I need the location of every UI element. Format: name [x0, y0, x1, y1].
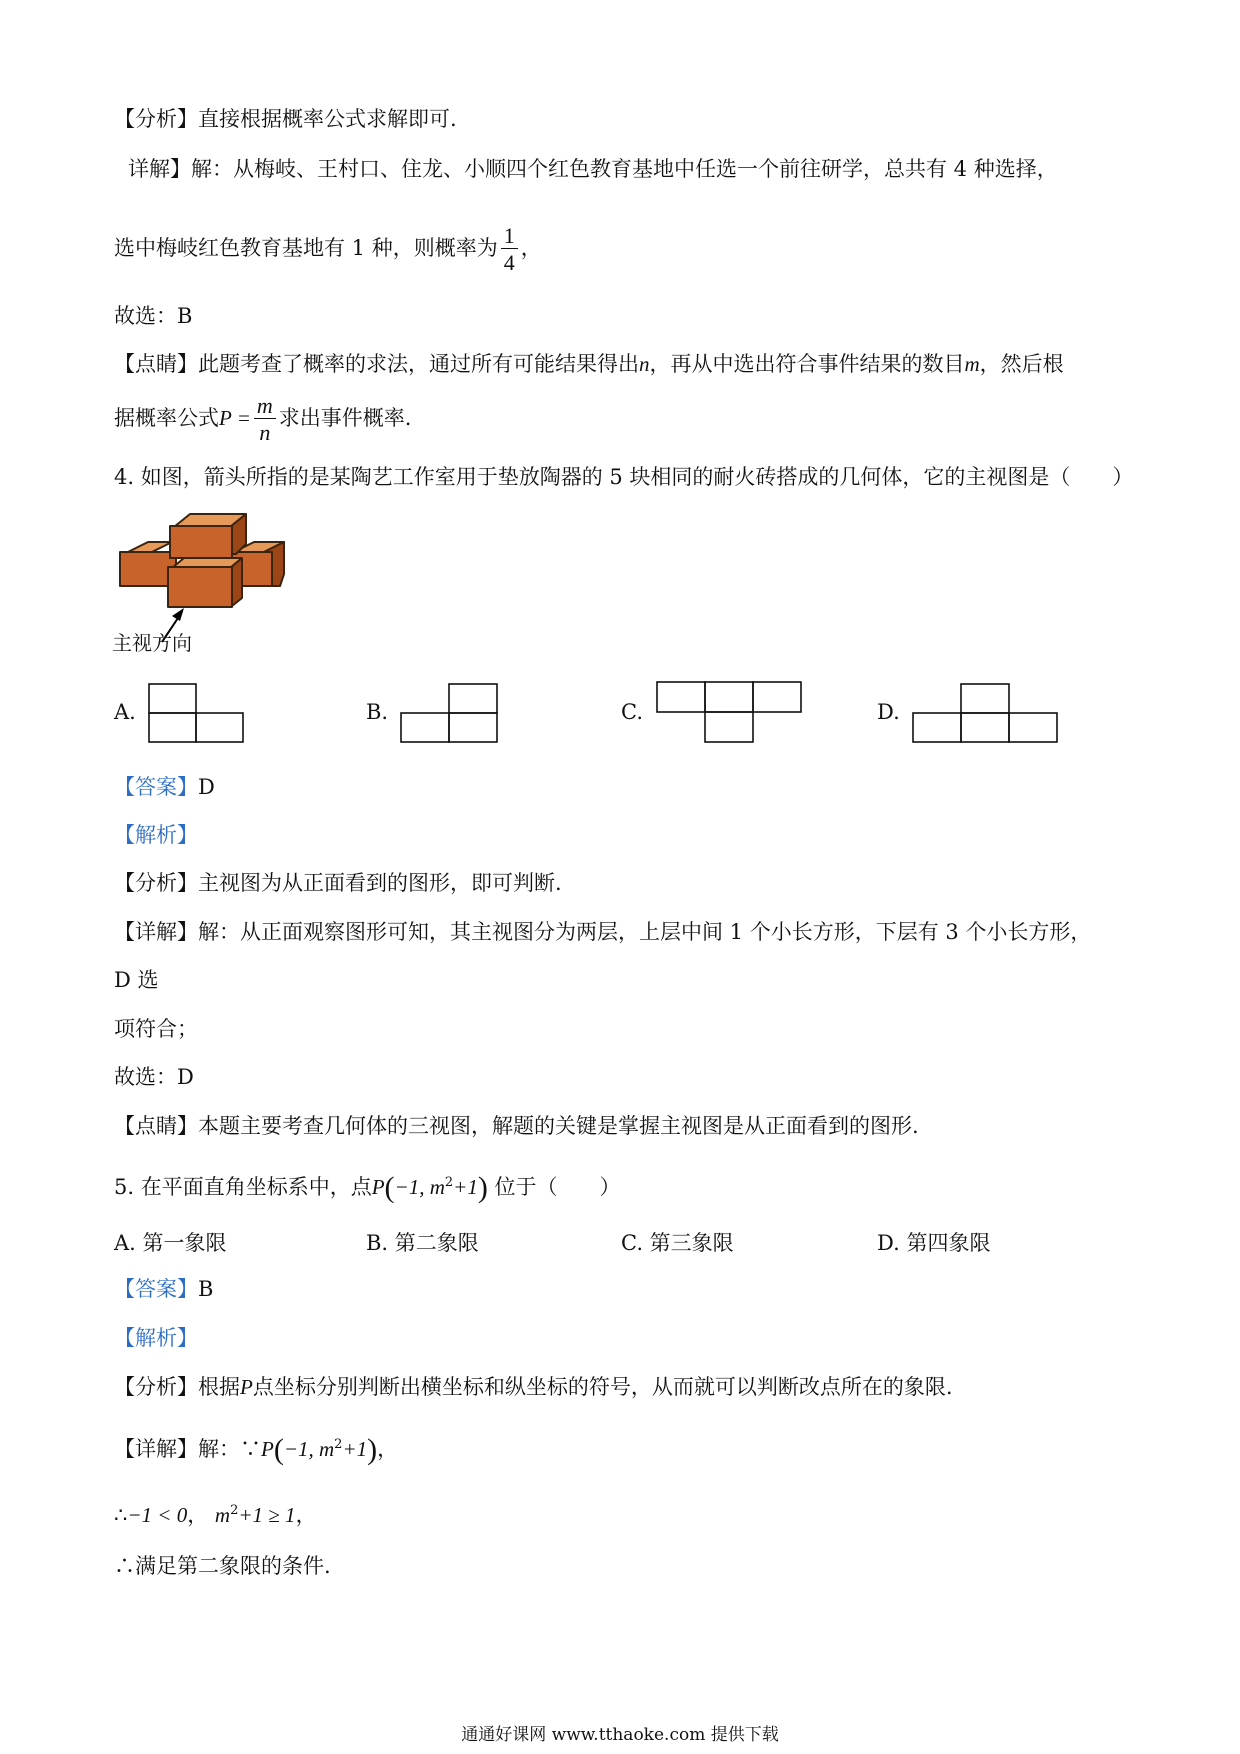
- q3-comment-line1: 【点睛】此题考查了概率的求法，通过所有可能结果得出n，再从中选出符合事件结果的数目m，然后根: [114, 352, 1064, 376]
- q4-detail-line2: D 选: [114, 968, 159, 992]
- q3-choice: 故选：B: [114, 304, 193, 328]
- q4-parse-tag: 【解析】: [114, 823, 198, 847]
- option-b-label: B.: [366, 700, 389, 724]
- q3-probability-fraction: $\frac{1}{4}$: [501, 224, 518, 275]
- q5-analysis: 【分析】根据P点坐标分别判断出横坐标和纵坐标的符号，从而就可以判断改点所在的象限.: [114, 1375, 953, 1399]
- q5-stem: 5. 在平面直角坐标系中，点P(−1, $m^2+1$) 位于（ ）: [114, 1171, 621, 1204]
- probability-formula: P =: [219, 406, 251, 430]
- q5-option-d: D. 第四象限: [877, 1231, 991, 1255]
- q5-conclusion: ∴满足第二象限的条件.: [114, 1554, 331, 1578]
- option-a-label: A.: [114, 700, 136, 724]
- q4-stem: 4. 如图，箭头所指的是某陶艺工作室用于垫放陶器的 5 块相同的耐火砖搭成的几何体，它的主视图是（ ）: [114, 465, 1134, 489]
- option-d-label: D.: [877, 700, 900, 724]
- option-a-figure: [148, 683, 248, 743]
- q5-answer: 【答案】B: [114, 1277, 214, 1301]
- q4-detail-line1: 【详解】解：从正面观察图形可知，其主视图分为两层，上层中间 1 个小长方形，下层有 3 个小长方形，: [114, 920, 1092, 944]
- q4-choice: 故选：D: [114, 1065, 194, 1089]
- q4-analysis: 【分析】主视图为从正面看到的图形，即可判断.: [114, 871, 562, 895]
- q5-parse-tag: 【解析】: [114, 1326, 198, 1350]
- option-c-label: C.: [621, 700, 643, 724]
- q5-option-c: C. 第三象限: [621, 1231, 734, 1255]
- q5-detail: 【详解】解：∵P(−1, $m^2+1$)，: [114, 1433, 399, 1466]
- q5-option-a: A. 第一象限: [114, 1231, 227, 1255]
- q3-detail-line2: 选中梅岐红色教育基地有 1 种，则概率为 $\frac{1}{4}$ ，: [114, 223, 542, 275]
- option-d-figure: [912, 683, 1062, 743]
- option-c-figure: [656, 681, 806, 743]
- q5-therefore-1: ∴−1 < 0， $m^2+1 \ge 1$，: [114, 1503, 317, 1527]
- page-footer: 通通好课网 www.tthaoke.com 提供下载: [461, 1725, 779, 1745]
- q4-answer: 【答案】D: [114, 775, 215, 799]
- option-b-figure: [400, 683, 500, 743]
- q4-comment: 【点睛】本题主要考查几何体的三视图，解题的关键是掌握主视图是从正面看到的图形.: [114, 1114, 919, 1138]
- q3-analysis: 【分析】直接根据概率公式求解即可.: [114, 107, 457, 131]
- q5-option-b: B. 第二象限: [366, 1231, 479, 1255]
- q3-detail-line1: 详解】解：从梅岐、王村口、住龙、小顺四个红色教育基地中任选一个前往研学，总共有 4 种选择，: [128, 157, 1058, 181]
- q4-detail-line3: 项符合；: [114, 1017, 198, 1041]
- view-direction-label: 主视方向: [112, 631, 192, 655]
- q3-comment-line2: 据概率公式P = $\frac{m}{n}$ 求出事件概率.: [114, 393, 412, 445]
